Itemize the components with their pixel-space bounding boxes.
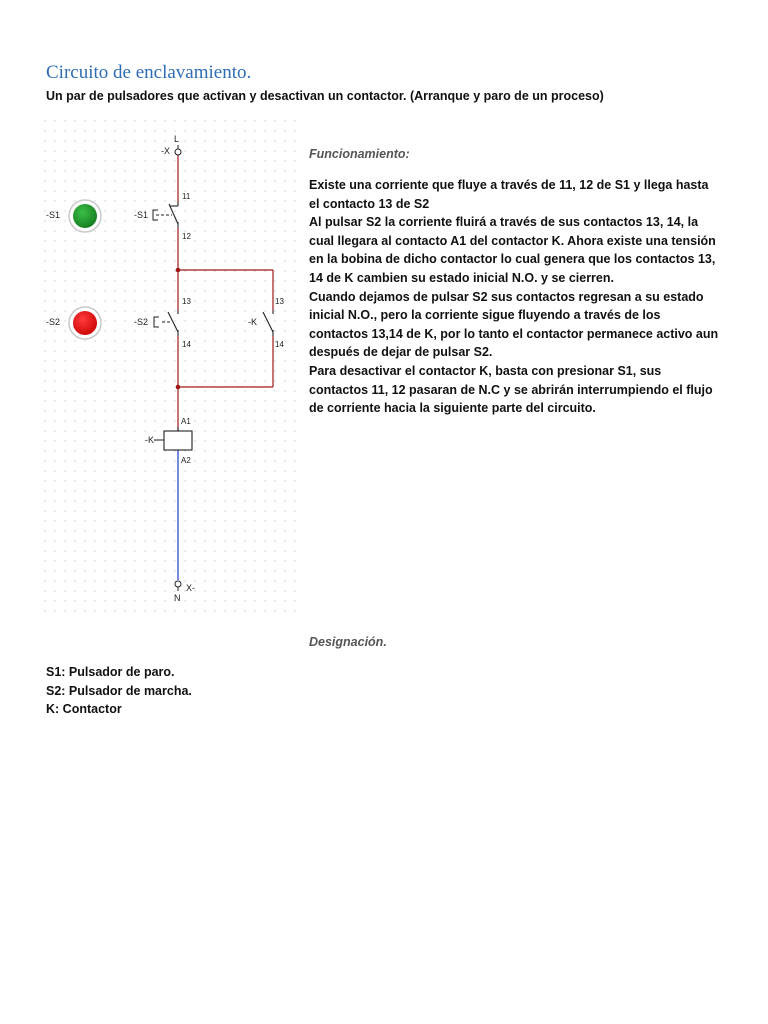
pilot-lamp-s2-label: -S2: [46, 317, 61, 327]
designation-item: K: Contactor: [46, 702, 122, 717]
designation-heading: Designación.: [309, 635, 387, 649]
designation-list: [46, 663, 192, 719]
s1-contact-11: 11: [182, 192, 191, 201]
designation-item: S1: Pulsador de paro.: [46, 665, 175, 679]
dot-grid-background: [40, 118, 302, 618]
k-contact-label: -K: [248, 317, 257, 327]
operation-paragraph: Para desactivar el contactor K, basta con presionar S1, sus contactos 11, 12 pasaran de N.C y se abrirán interrumpiendo el flujo de corriente hacia la siguiente parte del circuito.: [309, 363, 713, 416]
s2-contact-13: 13: [182, 297, 191, 306]
coil-a1: A1: [181, 417, 191, 426]
s2-contact-14: 14: [182, 340, 191, 349]
terminal-n-tag: X-: [186, 583, 195, 593]
operation-paragraph: Existe una corriente que fluye a través de 11, 12 de S1 y llega hasta el contacto 13 de S2: [309, 178, 709, 211]
junction-dot: [176, 385, 181, 390]
page-title: Circuito de enclavamiento.: [46, 62, 252, 83]
operation-heading: Funcionamiento:: [309, 147, 410, 161]
k-contact-14: 14: [275, 340, 284, 349]
pilot-lamp-s1-label: -S1: [46, 210, 61, 220]
junction-dot: [176, 268, 181, 273]
coil-label: -K: [145, 435, 154, 445]
circuit-diagram: [40, 118, 302, 623]
operation-panel: [309, 147, 721, 418]
k-contact-13: 13: [275, 297, 284, 306]
page-subtitle: Un par de pulsadores que activan y desactivan un contactor. (Arranque y paro de un proceso): [46, 89, 604, 103]
terminal-l-name: L: [174, 134, 180, 144]
coil-a2: A2: [181, 456, 191, 465]
operation-paragraph: Cuando dejamos de pulsar S2 sus contactos regresan a su estado inicial N.O., pero la corriente sigue fluyendo a través de los contactos 13,14 de K, por lo tanto el contactor permanece activo aun después de dejar de pulsar S2.: [309, 289, 719, 360]
s2-button-label: -S2: [134, 317, 149, 327]
s1-contact-12: 12: [182, 232, 191, 241]
terminal-n-name: N: [174, 593, 181, 603]
designation-item: S2: Pulsador de marcha.: [46, 683, 192, 698]
s1-button-label: -S1: [134, 210, 149, 220]
operation-paragraph: Al pulsar S2 la corriente fluirá a través de sus contactos 13, 14, la cual llegara al contacto A1 del contactor K. Ahora existe una tensión en la bobina de dicho contactor lo cual genera que los contactos 13, 14 de K cambien su estado inicial N.O. y se cierren.: [309, 215, 716, 285]
terminal-l-tag: -X: [161, 146, 170, 156]
